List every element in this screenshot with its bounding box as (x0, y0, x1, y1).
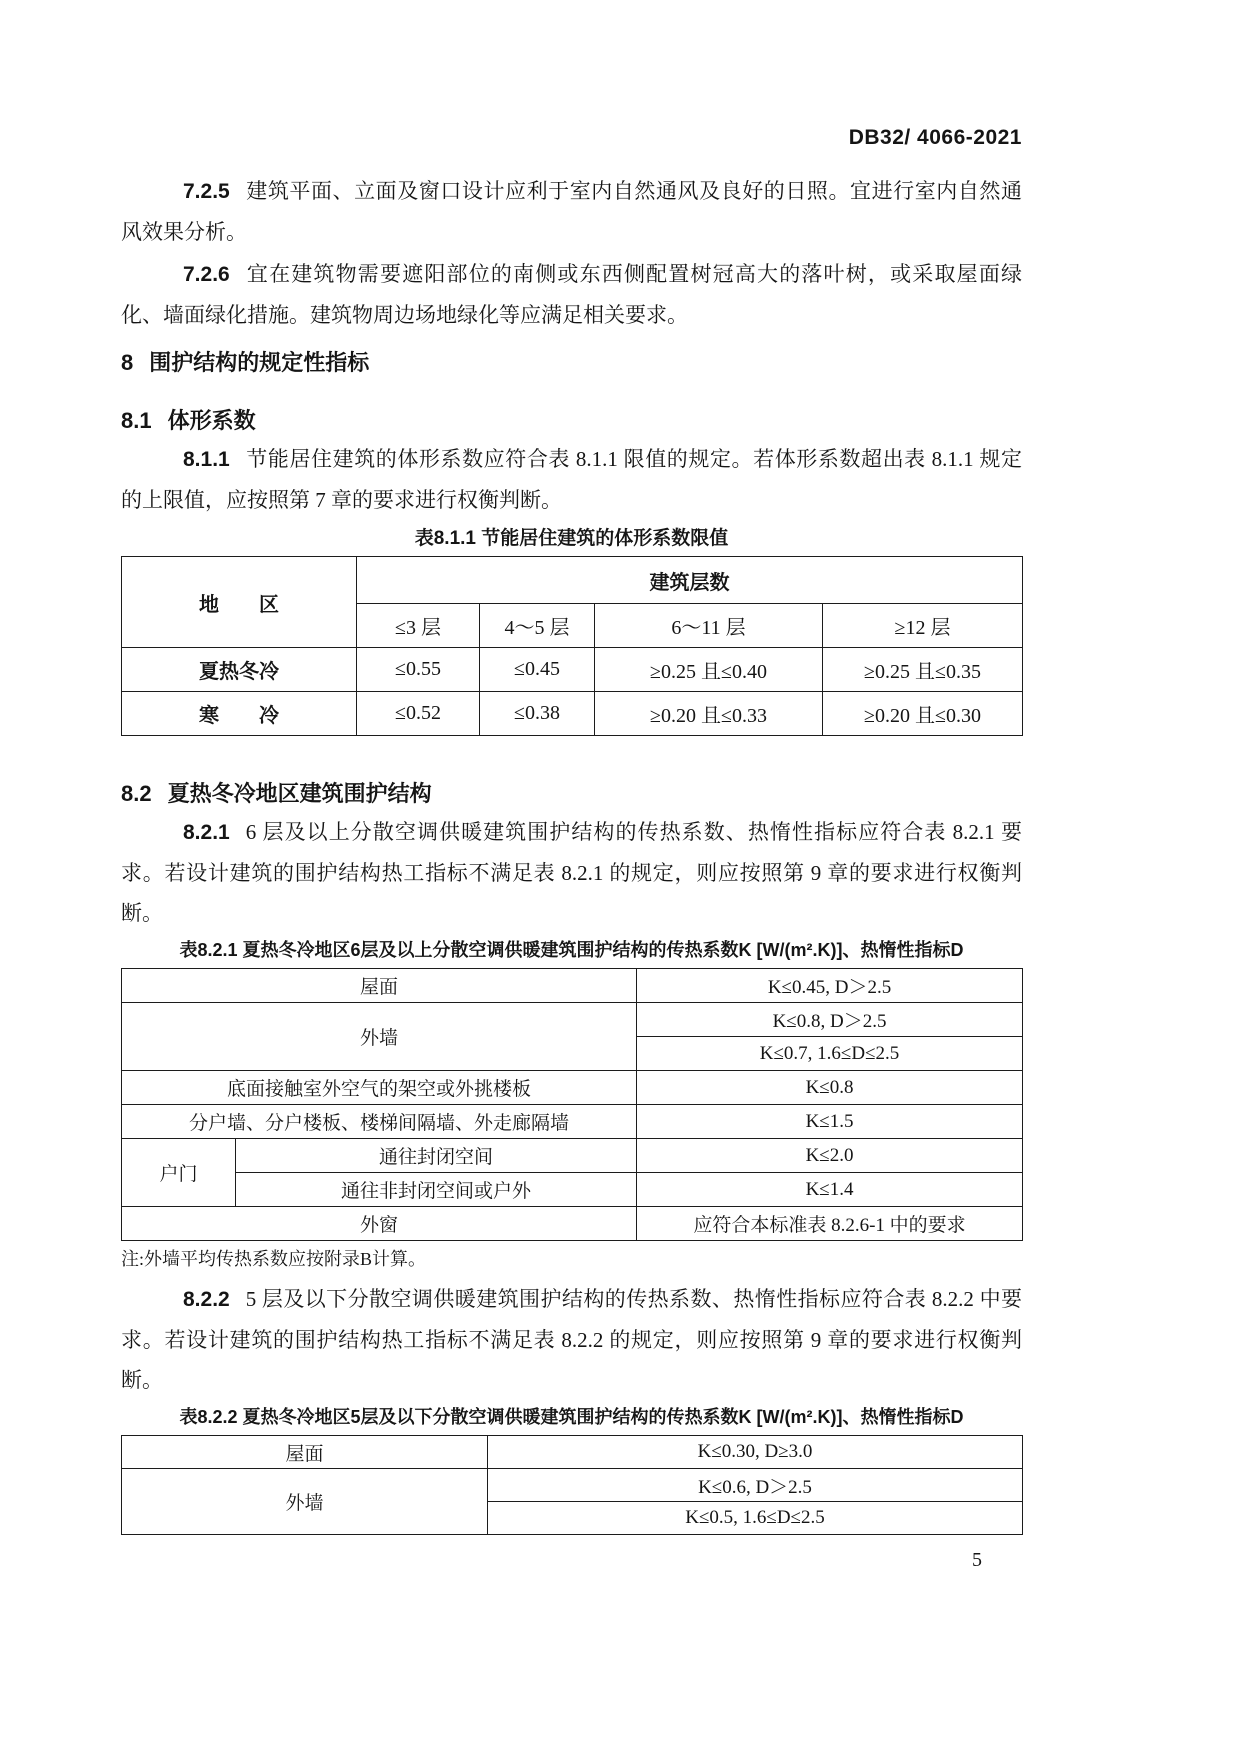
table-row (122, 1469, 1023, 1502)
element-cell-window: 外窗 (122, 1207, 637, 1241)
element-cell-door-open: 通往非封闭空间或户外 (236, 1173, 637, 1207)
value-cell: ≥0.25 且≤0.40 (595, 648, 823, 692)
clause-text: 建筑平面、立面及窗口设计应利于室内自然通风及良好的日照。宜进行室内自然通风效果分析。 (121, 179, 1022, 244)
clause-text: 节能居住建筑的体形系数应符合表 8.1.1 限值的规定。若体形系数超出表 8.1.1 规定的上限值，应按照第 7 章的要求进行权衡判断。 (121, 447, 1022, 512)
clause-8-2-2 (121, 1279, 1022, 1400)
value-cell: K≤1.4 (637, 1173, 1023, 1207)
clause-number: 7.2.6 (183, 263, 230, 286)
section-number: 8 (121, 350, 134, 375)
clause-number: 8.1.1 (183, 448, 230, 471)
value-cell: 应符合本标准表 8.2.6-1 中的要求 (637, 1207, 1023, 1241)
element-cell-partition: 分户墙、分户楼板、楼梯间隔墙、外走廊隔墙 (122, 1105, 637, 1139)
subheader-cell: 6～11 层 (595, 604, 823, 648)
region-cell: 夏热冬冷 (122, 648, 357, 692)
table-8-2-2 (121, 1435, 1023, 1535)
section-title: 围护结构的规定性指标 (149, 350, 370, 375)
clause-7-2-6 (121, 254, 1022, 335)
table-row (122, 1105, 1023, 1139)
subheader-cell: ≥12 层 (823, 604, 1023, 648)
clause-text: 宜在建筑物需要遮阳部位的南侧或东西侧配置树冠高大的落叶树，或采取屋面绿化、墙面绿化措施。建筑物周边场地绿化等应满足相关要求。 (121, 262, 1022, 327)
value-cell: ≥0.25 且≤0.35 (823, 648, 1023, 692)
region-cell: 寒 冷 (122, 692, 357, 736)
element-cell-door: 户门 (122, 1139, 236, 1207)
element-cell-wall: 外墙 (122, 1469, 488, 1535)
table-row (122, 648, 1023, 692)
table-row (122, 1071, 1023, 1105)
table-row (122, 1139, 1023, 1173)
clause-text: 5 层及以下分散空调供暖建筑围护结构的传热系数、热惰性指标应符合表 8.2.2 中要求。若设计建筑的围护结构热工指标不满足表 8.2.2 的规定，则应按照第 9 章的要求进行权衡判断。 (121, 1287, 1022, 1392)
table-8-2-1-title: 表8.2.1 夏热冬冷地区6层及以上分散空调供暖建筑围护结构的传热系数K [W/(m².K)]、热惰性指标D (179, 940, 964, 960)
clause-8-1-1 (121, 439, 1022, 520)
table-8-1-1-title: 表8.1.1 节能居住建筑的体形系数限值 (414, 528, 729, 549)
value-cell: ≤0.55 (357, 648, 480, 692)
value-cell: K≤0.7, 1.6≤D≤2.5 (637, 1037, 1023, 1071)
section-number: 8.2 (121, 781, 152, 806)
header-cell-region: 地 区 (122, 557, 357, 648)
clause-text: 6 层及以上分散空调供暖建筑围护结构的传热系数、热惰性指标应符合表 8.2.1 要求。若设计建筑的围护结构热工指标不满足表 8.2.1 的规定，则应按照第 9 章的要求进行权衡判断。 (121, 820, 1022, 925)
table-row (122, 1207, 1023, 1241)
value-cell: K≤1.5 (637, 1105, 1023, 1139)
element-cell-door-enclosed: 通往封闭空间 (236, 1139, 637, 1173)
value-cell: K≤0.8, D＞2.5 (637, 1003, 1023, 1037)
clause-7-2-5 (121, 171, 1022, 252)
table-row (122, 1436, 1023, 1469)
element-cell-roof: 屋面 (122, 969, 637, 1003)
table-8-2-2-title: 表8.2.2 夏热冬冷地区5层及以下分散空调供暖建筑围护结构的传热系数K [W/(m².K)]、热惰性指标D (179, 1407, 964, 1427)
subheader-cell: ≤3 层 (357, 604, 480, 648)
section-heading-8-1 (121, 405, 1022, 437)
table-row (122, 557, 1023, 604)
table-row (122, 1173, 1023, 1207)
table-8-2-1 (121, 968, 1023, 1241)
section-heading-8 (121, 347, 1022, 379)
clause-number: 8.2.2 (183, 1288, 230, 1311)
element-cell-floor: 底面接触室外空气的架空或外挑楼板 (122, 1071, 637, 1105)
table-8-1-1 (121, 556, 1023, 736)
doc-number: DB32/ 4066-2021 (848, 126, 1022, 149)
clause-8-2-1 (121, 812, 1022, 933)
page-number: 5 (972, 1549, 982, 1571)
clause-number: 7.2.5 (183, 180, 230, 203)
table-row (122, 1003, 1023, 1037)
value-cell: ≤0.52 (357, 692, 480, 736)
value-cell: K≤0.30, D≥3.0 (488, 1436, 1023, 1469)
value-cell: K≤2.0 (637, 1139, 1023, 1173)
table-row (122, 692, 1023, 736)
section-title: 夏热冬冷地区建筑围护结构 (167, 781, 432, 806)
table-8-2-1-note: 注:外墙平均传热系数应按附录B计算。 (121, 1249, 427, 1269)
section-number: 8.1 (121, 408, 152, 433)
element-cell-wall: 外墙 (122, 1003, 637, 1071)
section-title: 体形系数 (167, 408, 256, 433)
section-heading-8-2 (121, 778, 1022, 810)
subheader-cell: 4～5 层 (480, 604, 595, 648)
value-cell: K≤0.5, 1.6≤D≤2.5 (488, 1502, 1023, 1535)
element-cell-roof: 屋面 (122, 1436, 488, 1469)
value-cell: K≤0.45, D＞2.5 (637, 969, 1023, 1003)
value-cell: K≤0.8 (637, 1071, 1023, 1105)
value-cell: ≥0.20 且≤0.33 (595, 692, 823, 736)
value-cell: ≥0.20 且≤0.30 (823, 692, 1023, 736)
clause-number: 8.2.1 (183, 821, 230, 844)
value-cell: K≤0.6, D＞2.5 (488, 1469, 1023, 1502)
header-cell-floors: 建筑层数 (357, 557, 1023, 604)
page-content (121, 0, 1022, 1572)
value-cell: ≤0.45 (480, 648, 595, 692)
value-cell: ≤0.38 (480, 692, 595, 736)
table-row (122, 969, 1023, 1003)
